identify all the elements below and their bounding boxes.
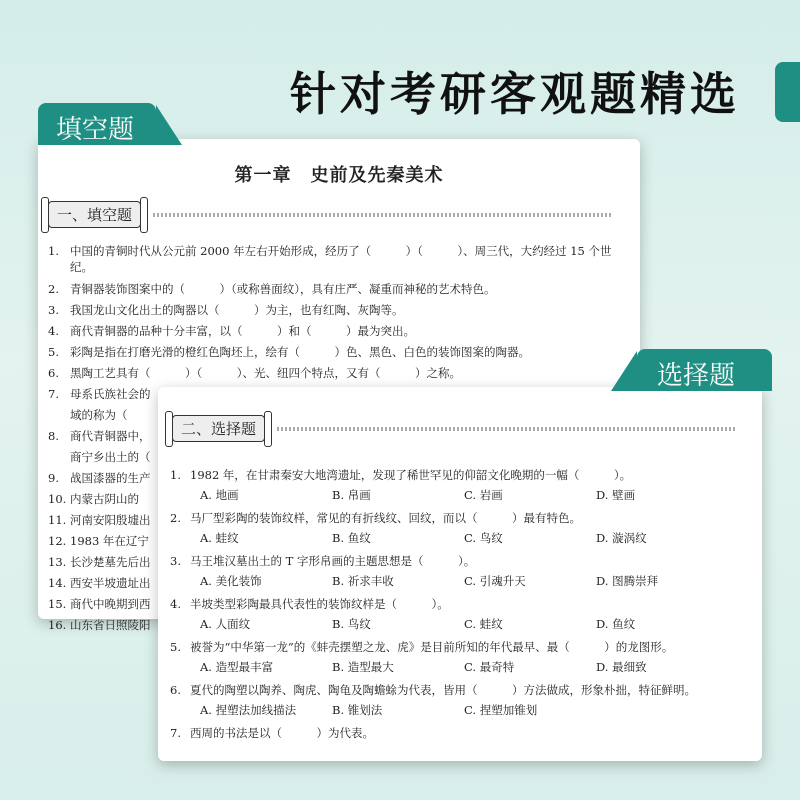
headline: 针对考研客观题精选 [290,67,740,121]
question-text: 夏代的陶塑以陶养、陶虎、陶龟及陶蟾蜍为代表，皆用（ ）方法做成，形象朴拙，特征鲜明。 [190,683,696,697]
fill-item [48,342,633,363]
question-options [170,528,750,548]
fill-item-number: 16. [48,618,67,632]
question-number: 2. [170,511,181,525]
question-text: 被誉为“中华第一龙”的《蚌壳摆塑之龙、虎》是目前所知的年代最早、最（ ）的龙图形。 [190,640,674,654]
fill-item-number: 6. [48,366,59,380]
fill-item-text: 山东省日照陵阳 [70,618,151,632]
question-options [170,485,750,505]
question-stem [170,594,750,614]
question-option: A. 人面纹 [200,617,251,631]
fill-item-text: 域的称为（ [70,408,128,422]
question-option: D. 漩涡纹 [596,531,647,545]
question-option: A. 美化装饰 [200,574,262,588]
fill-item [48,300,633,321]
question-option: A. 蛙纹 [200,531,239,545]
section-rule [153,213,613,217]
question-option: C. 最奇特 [464,660,515,674]
choice-card [158,387,762,761]
question-stem [170,637,750,657]
fill-item-text: 黑陶工艺具有（ ）（ ）、光、纽四个特点，又有（ ）之称。 [70,366,461,380]
fill-section-label: 一、填空题 [48,201,141,228]
fill-item-text: 战国漆器的生产 [70,471,151,485]
question-options [170,700,750,720]
fill-tag: 填空题 [38,103,156,145]
question-option: D. 图腾崇拜 [596,574,659,588]
question-number: 6. [170,683,181,697]
question-option: D. 鱼纹 [596,617,636,631]
fill-item-number: 1. [48,244,59,258]
question-option: B. 鱼纹 [332,531,371,545]
fill-item-number: 7. [48,387,59,401]
question-option: A. 地画 [200,488,239,502]
fill-item [48,321,633,342]
question-number: 7. [170,726,181,740]
fill-item-number: 15. [48,597,67,611]
fill-item [48,279,633,300]
question-option: C. 捏塑加锥划 [464,703,538,717]
fill-item-text: 商宁乡出土的（ [70,450,151,464]
fill-item [48,243,633,275]
question-number: 1. [170,468,181,482]
fill-item-text: 西安半坡遗址出 [70,576,151,590]
fill-item-number: 14. [48,576,67,590]
question-option: B. 祈求丰收 [332,574,394,588]
question-options [170,571,750,591]
question-option: C. 引魂升天 [464,574,526,588]
question-option: B. 鸟纹 [332,617,371,631]
fill-item-number: 12. [48,534,67,548]
question-stem [170,508,750,528]
chapter-title: 第一章 史前及先秦美术 [234,165,444,186]
fill-item-number: 8. [48,429,59,443]
section-rule [277,427,737,431]
fill-item-text: 长沙楚墓先后出 [70,555,151,569]
question-options [170,614,750,634]
fill-item-text: 中国的青铜时代从公元前 2000 年左右开始形成，经历了（ ）（ ）、周三代，大约经过 15 个世纪。 [70,244,612,274]
question-option: B. 造型最大 [332,660,394,674]
fill-item-number: 9. [48,471,59,485]
choice-section-head [172,415,737,442]
fill-item-text: 商代中晚期到西 [70,597,151,611]
fill-item-number: 10. [48,492,67,506]
question-option: A. 造型最丰富 [200,660,274,674]
fill-item-number [48,405,70,426]
fill-item-number: 11. [48,513,67,527]
fill-item-number: 13. [48,555,67,569]
fill-item-text: 商代青铜器的品种十分丰富，以（ ）和（ ）最为突出。 [70,324,415,338]
question-option: D. 壁画 [596,488,636,502]
fill-item-text: 青铜器装饰图案中的（ ）（或称兽面纹），具有庄严、凝重而神秘的艺术特色。 [70,282,496,296]
question-number: 5. [170,640,181,654]
question-option [596,700,728,720]
fill-item-text: 商代青铜器中， [70,429,151,443]
fill-item [48,363,633,384]
question-stem [170,680,750,700]
fill-item-number: 5. [48,345,59,359]
fill-item-number: 4. [48,324,59,338]
fill-item-text: 1983 年在辽宁 [70,534,149,548]
accent-bar [775,62,800,122]
question-options [170,657,750,677]
question-option: B. 锥划法 [332,703,383,717]
question-option: D. 最细致 [596,660,647,674]
question-option: C. 蛙纹 [464,617,503,631]
fill-item-text: 彩陶是指在打磨光滑的橙红色陶坯上，绘有（ ）色、黑色、白色的装饰图案的陶器。 [70,345,530,359]
question-text: 马王堆汉墓出土的 T 字形帛画的主题思想是（ ）。 [190,554,476,568]
fill-item-text: 母系氏族社会的 [70,387,151,401]
fill-item-text: 河南安阳殷墟出 [70,513,151,527]
question-option: C. 岩画 [464,488,503,502]
fill-item-number: 2. [48,282,59,296]
question-option: B. 帛画 [332,488,371,502]
fill-section-head [48,201,613,228]
question-number: 4. [170,597,181,611]
question-number: 3. [170,554,181,568]
question-stem [170,723,750,743]
question-stem [170,551,750,571]
fill-item-number [48,447,70,468]
fill-item-number: 3. [48,303,59,317]
question-stem [170,465,750,485]
question-text: 半坡类型彩陶最具代表性的装饰纹样是（ ）。 [190,597,449,611]
question-text: 西周的书法是以（ ）为代表。 [190,726,374,740]
question-option: C. 鸟纹 [464,531,503,545]
fill-item-text: 内蒙古阴山的 [70,492,139,506]
choice-list [170,465,750,743]
choice-tag: 选择题 [637,349,772,391]
fill-item-text: 我国龙山文化出土的陶器以（ ）为主，也有红陶、灰陶等。 [70,303,404,317]
choice-section-label: 二、选择题 [172,415,265,442]
question-text: 马厂型彩陶的装饰纹样，常见的有折线纹、回纹，而以（ ）最有特色。 [190,511,581,525]
question-option: A. 捏塑法加线描法 [200,703,297,717]
question-text: 1982 年，在甘肃秦安大地湾遗址，发现了稀世罕见的仰韶文化晚期的一幅（ ）。 [190,468,632,482]
